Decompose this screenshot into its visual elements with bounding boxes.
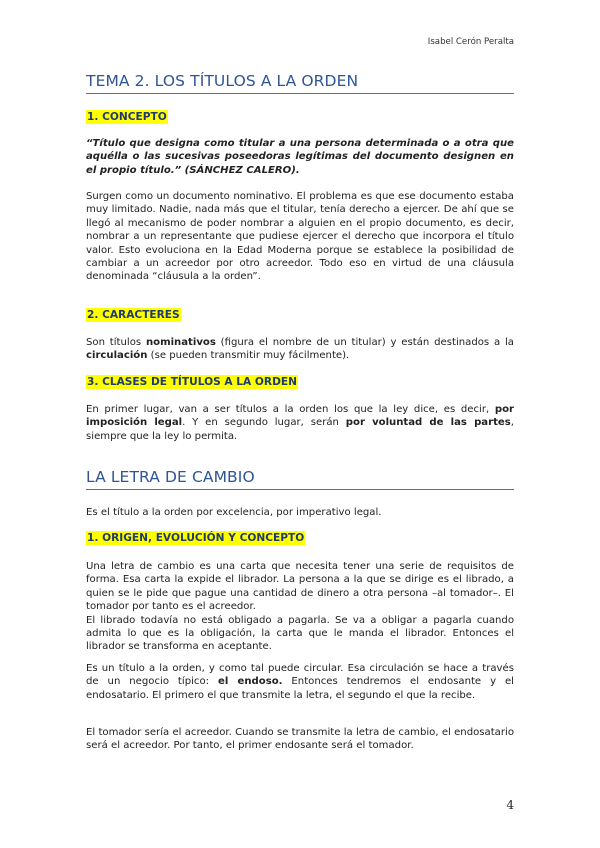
concepto-heading: 1. CONCEPTO <box>87 111 167 123</box>
origen-para-2: Es un título a la orden, y como tal puede circular. Esa circulación se hace a través de un negocio típico: el endoso. Entonces tendremos el endosante y el endosatario. El primero el que transmite la letra, el segundo el que la recibe. <box>86 663 514 701</box>
concepto-quote: “Título que designa como titular a una persona determinada o a otra que aquélla o las sucesivas poseedoras legítimas del documento designen en el propio título.” (SÁNCHEZ CALERO). <box>86 138 514 176</box>
bold-nominativos: nominativos <box>145 337 216 348</box>
clases-body: En primer lugar, van a ser títulos a la orden los que la ley dice, es decir, por imposición legal. Y en segundo lugar, serán por voluntad de las partes, siempre que la ley lo permita. <box>86 404 514 442</box>
bold-circulacion: circulación <box>86 350 148 362</box>
header-author: Isabel Cerón Peralta <box>427 37 514 47</box>
letra-intro: Es el título a la orden por excelencia, por imperativo legal. <box>86 507 382 518</box>
clases-heading: 3. CLASES DE TÍTULOS A LA ORDEN <box>87 376 297 388</box>
letra-title: LA LETRA DE CAMBIO <box>86 468 514 490</box>
concepto-body: Surgen como un documento nominativo. El problema es que ese documento estaba muy limitado. Nadie, nada más que el titular, tenía derecho a ejercer. De ahí que se llegó al mecanismo de poder nombrar a alguien en el propio documento, es decir, nombrar a un representante que pudiese ejercer el derecho que incorpora el título valor. Esto evoluciona en la Edad Moderna porque se establece la posibilidad de cambiar a un acreedor por otro acreedor. Todo eso en virtud de una cláusula denominada “cláusula a la orden”. <box>86 191 514 283</box>
tema-title: TEMA 2. LOS TÍTULOS A LA ORDEN <box>86 72 514 94</box>
page-number: 4 <box>506 798 514 812</box>
origen-para-1: Una letra de cambio es una carta que necesita tener una serie de requisitos de forma. Esa carta la expide el librador. La persona a la que se dirige es el librado, a quien se le pide que pague una cantidad de dinero a otra persona –al tomador–. El tomador por tanto es el acreedor. El librado todavía no está obligado a pagarla. Se va a obligar a pagarla cuando admita lo que es la obligación, la carta que le manda el librador. Entonces el librador se transforma en aceptante. <box>86 561 514 653</box>
origen-para-3: El tomador sería el acreedor. Cuando se transmite la letra de cambio, el endosatario será el acreedor. Por tanto, el primer endosante será el tomador. <box>86 727 514 752</box>
bold-voluntad-partes: por voluntad de las partes <box>345 417 511 429</box>
caracteres-heading: 2. CARACTERES <box>87 309 180 321</box>
bold-endoso: el endoso. <box>217 676 283 688</box>
origen-heading: 1. ORIGEN, EVOLUCIÓN Y CONCEPTO <box>87 532 305 544</box>
bold-imposicion-legal: por imposición legal <box>86 404 514 429</box>
caracteres-body: Son títulos nominativos (figura el nombre de un titular) y están destinados a la circulación (se pueden transmitir muy fácilmente). <box>86 337 514 362</box>
